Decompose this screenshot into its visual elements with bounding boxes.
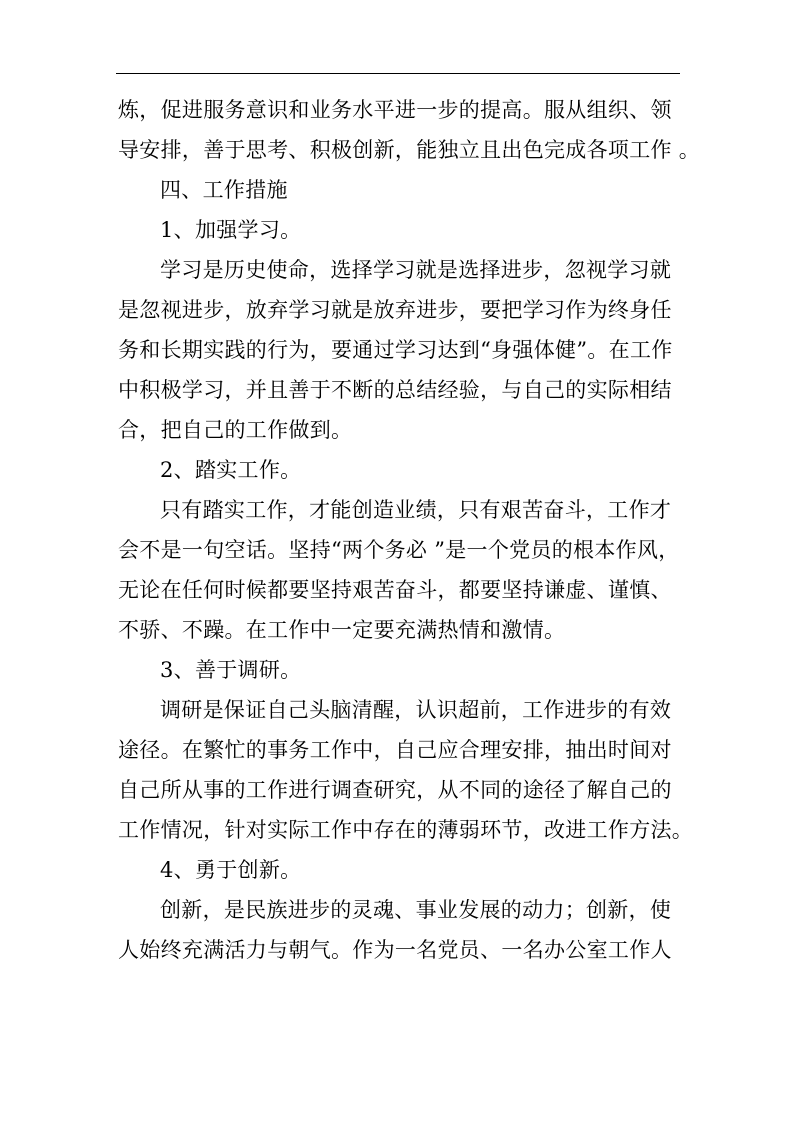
paragraph-line: 导安排，善于思考、积极创新，能独立且出色完成各项工作 。	[118, 138, 701, 162]
paragraph-line: 工作情况，针对实际工作中存在的薄弱环节，改进工作方法。	[118, 818, 694, 842]
header-rule	[116, 73, 680, 74]
paragraph-line: 无论在任何时候都要坚持艰苦奋斗，都要坚持谦虚、谨慎、	[118, 578, 672, 602]
document-body	[118, 90, 701, 970]
subsection-heading: 2、踏实工作。	[160, 458, 302, 482]
paragraph-line: 合，把自己的工作做到。	[118, 418, 353, 442]
paragraph-line: 自己所从事的工作进行调查研究，从不同的途径了解自己的	[118, 778, 672, 802]
paragraph-line: 不骄、不躁。在工作中一定要充满热情和激情。	[118, 618, 566, 642]
paragraph-line: 中积极学习，并且善于不断的总结经验，与自己的实际相结	[118, 378, 672, 402]
subsection-heading: 3、善于调研。	[160, 658, 302, 682]
section-heading: 四、工作措施	[160, 178, 288, 202]
subsection-heading: 1、加强学习。	[160, 218, 302, 242]
paragraph-line: 是忽视进步，放弃学习就是放弃进步，要把学习作为终身任	[118, 298, 672, 322]
paragraph-line: 务和长期实践的行为，要通过学习达到“身强体健”。在工作	[118, 338, 673, 362]
paragraph-line: 调研是保证自己头脑清醒，认识超前，工作进步的有效	[160, 698, 672, 722]
paragraph-line: 人始终充满活力与朝气。作为一名党员、一名办公室工作人	[118, 938, 672, 962]
paragraph-line: 途径。在繁忙的事务工作中，自己应合理安排，抽出时间对	[118, 738, 672, 762]
paragraph-line: 炼，促进服务意识和业务水平进一步的提高。服从组织、领	[118, 98, 672, 122]
paragraph-line: 只有踏实工作，才能创造业绩，只有艰苦奋斗，工作才	[160, 498, 672, 522]
paragraph-line: 学习是历史使命，选择学习就是选择进步，忽视学习就	[160, 258, 672, 282]
paragraph-line: 会不是一句空话。坚持“两个务必 ”是一个党员的根本作风，	[118, 538, 680, 562]
paragraph-line: 创新，是民族进步的灵魂、事业发展的动力；创新，使	[160, 898, 672, 922]
subsection-heading: 4、勇于创新。	[160, 858, 302, 882]
